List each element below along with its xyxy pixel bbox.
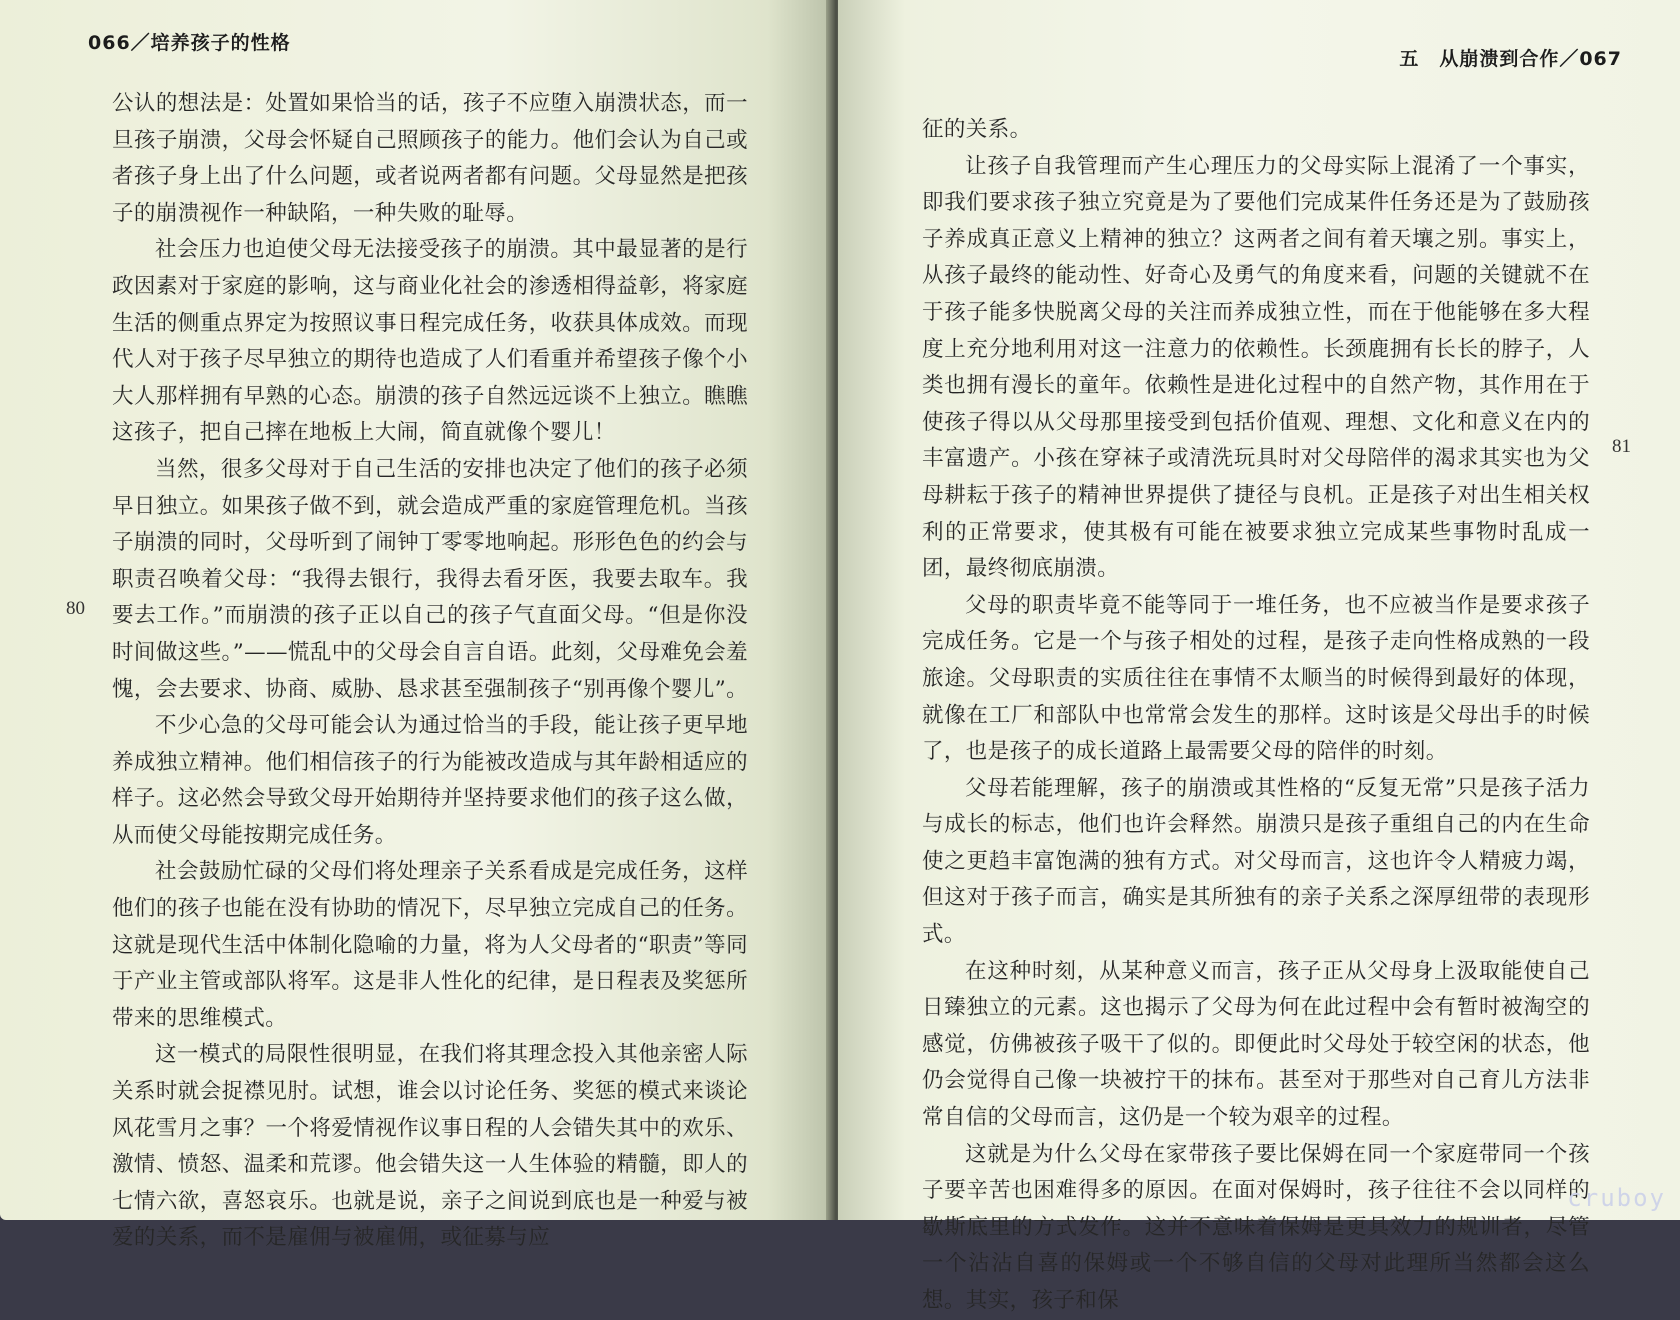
left-paragraph: 不少心急的父母可能会认为通过恰当的手段，能让孩子更早地养成独立精神。他们相信孩子的行为能被改造成与其年龄相适应的样子。这必然会导致父母开始期待并坚持要求他们的孩子这么做，从而使父母能按期完成任务。 <box>112 713 748 848</box>
left-paragraph: 社会鼓励忙碌的父母们将处理亲子关系看成是完成任务，这样他们的孩子也能在没有协助的情况下，尽早独立完成自己的任务。这就是现代生活中体制化隐喻的力量，将为人父母者的“职责”等同于产业主管或部队将军。这是非人性化的纪律，是日程表及奖惩所带来的思维模式。 <box>112 859 748 1031</box>
left-paragraph: 公认的想法是：处置如果恰当的话，孩子不应堕入崩溃状态，而一旦孩子崩溃，父母会怀疑自己照顾孩子的能力。他们会认为自己或者孩子身上出了什么问题，或者说两者都有问题。父母显然是把孩子的崩溃视作一种缺陷，一种失败的耻辱。 <box>112 91 748 226</box>
left-body-text <box>112 86 748 1257</box>
right-margin-page-number: 81 <box>1612 436 1631 457</box>
left-paragraph: 这一模式的局限性很明显，在我们将其理念投入其他亲密人际关系时就会捉襟见肘。试想，谁会以讨论任务、奖惩的模式来谈论风花雪月之事？一个将爱情视作议事日程的人会错失其中的欢乐、激情、愤怒、温柔和荒谬。他会错失这一人生体验的精髓，即人的七情六欲，喜怒哀乐。也就是说，亲子之间说到底也是一种爱与被爱的关系，而不是雇佣与被雇佣，或征募与应 <box>112 1042 748 1251</box>
right-paragraph: 父母若能理解，孩子的崩溃或其性格的“反复无常”只是孩子活力与成长的标志，他们也许会释然。崩溃只是孩子重组自己的内在生命使之更趋丰富饱满的独有方式。对父母而言，这也许令人精疲力竭，但这对于孩子而言，确实是其所独有的亲子关系之深厚纽带的表现形式。 <box>922 775 1590 948</box>
right-paragraph: 这就是为什么父母在家带孩子要比保姆在同一个家庭带同一个孩子要辛苦也困难得多的原因。在面对保姆时，孩子往往不会以同样的歇斯底里的方式发作。这并不意味着保姆是更具效力的规训者，尽管一个沾沾自喜的保姆或一个不够自信的父母对此理所当然都会这么想。其实，孩子和保 <box>922 1141 1590 1313</box>
right-paragraph: 父母的职责毕竟不能等同于一堆任务，也不应被当作是要求孩子完成任务。它是一个与孩子相处的过程，是孩子走向性格成熟的一段旅途。父母职责的实质往往在事情不太顺当的时候得到最好的体现，就像在工厂和部队中也常常会发生的那样。这时该是父母出手的时候了，也是孩子的成长道路上最需要父母的陪伴的时刻。 <box>922 592 1590 765</box>
right-paragraph: 在这种时刻，从某种意义而言，孩子正从父母身上汲取能使自己日臻独立的元素。这也揭示了父母为何在此过程中会有暂时被淘空的感觉，仿佛被孩子吸干了似的。即便此时父母处于较空闲的状态，他仍会觉得自己像一块被拧干的抹布。甚至对于那些对自己育儿方法非常自信的父母而言，这仍是一个较为艰辛的过程。 <box>922 958 1590 1131</box>
left-page <box>0 0 834 1251</box>
left-paragraph: 社会压力也迫使父母无法接受孩子的崩溃。其中最显著的是行政因素对于家庭的影响，这与商业化社会的渗透相得益彰，将家庭生活的侧重点界定为按照议事日程完成任务，收获具体成效。而现代人对于孩子尽早独立的期待也造成了人们看重并希望孩子像个小大人那样拥有早熟的心态。崩溃的孩子自然远远谈不上独立。瞧瞧这孩子，把自己摔在地板上大闹，简直就像个婴儿！ <box>112 237 748 446</box>
left-margin-page-number: 80 <box>66 598 85 619</box>
right-page <box>838 0 1680 1313</box>
right-running-head: 五 从崩溃到合作／067 <box>1399 48 1622 70</box>
left-running-head: 066／培养孩子的性格 <box>88 32 291 54</box>
right-paragraph: 征的关系。 <box>922 117 1032 142</box>
right-paragraph: 让孩子自我管理而产生心理压力的父母实际上混淆了一个事实，即我们要求孩子独立究竟是为了要他们完成某件任务还是为了鼓励孩子养成真正意义上精神的独立？这两者之间有着天壤之别。事实上，从孩子最终的能动性、好奇心及勇气的角度来看，问题的关键就不在于孩子能多快脱离父母的关注而养成独立性，而在于他能够在多大程度上充分地利用对这一注意力的依赖性。长颈鹿拥有长长的脖子，人类也拥有漫长的童年。依赖性是进化过程中的自然产物，其作用在于使孩子得以从父母那里接受到包括价值观、理想、文化和意义在内的丰富遗产。小孩在穿袜子或清洗玩具时对父母陪伴的渴求其实也为父母耕耘于孩子的精神世界提供了捷径与良机。正是孩子对出生相关权利的正常要求，使其极有可能在被要求独立完成某些事物时乱成一团，最终彻底崩溃。 <box>922 153 1590 582</box>
scanner-watermark: cruboy <box>1567 1184 1666 1212</box>
left-paragraph: 当然，很多父母对于自己生活的安排也决定了他们的孩子必须早日独立。如果孩子做不到，就会造成严重的家庭管理危机。当孩子崩溃的同时，父母听到了闹钟丁零零地响起。形形色色的约会与职责召唤着父母：“我得去银行，我得去看牙医，我要去取车。我要去工作。”而崩溃的孩子正以自己的孩子气直面父母。“但是你没时间做这些。”——慌乱中的父母会自言自语。此刻，父母难免会羞愧，会去要求、协商、威胁、恳求甚至强制孩子“别再像个婴儿”。 <box>112 456 748 702</box>
right-body-text <box>922 112 1590 1320</box>
